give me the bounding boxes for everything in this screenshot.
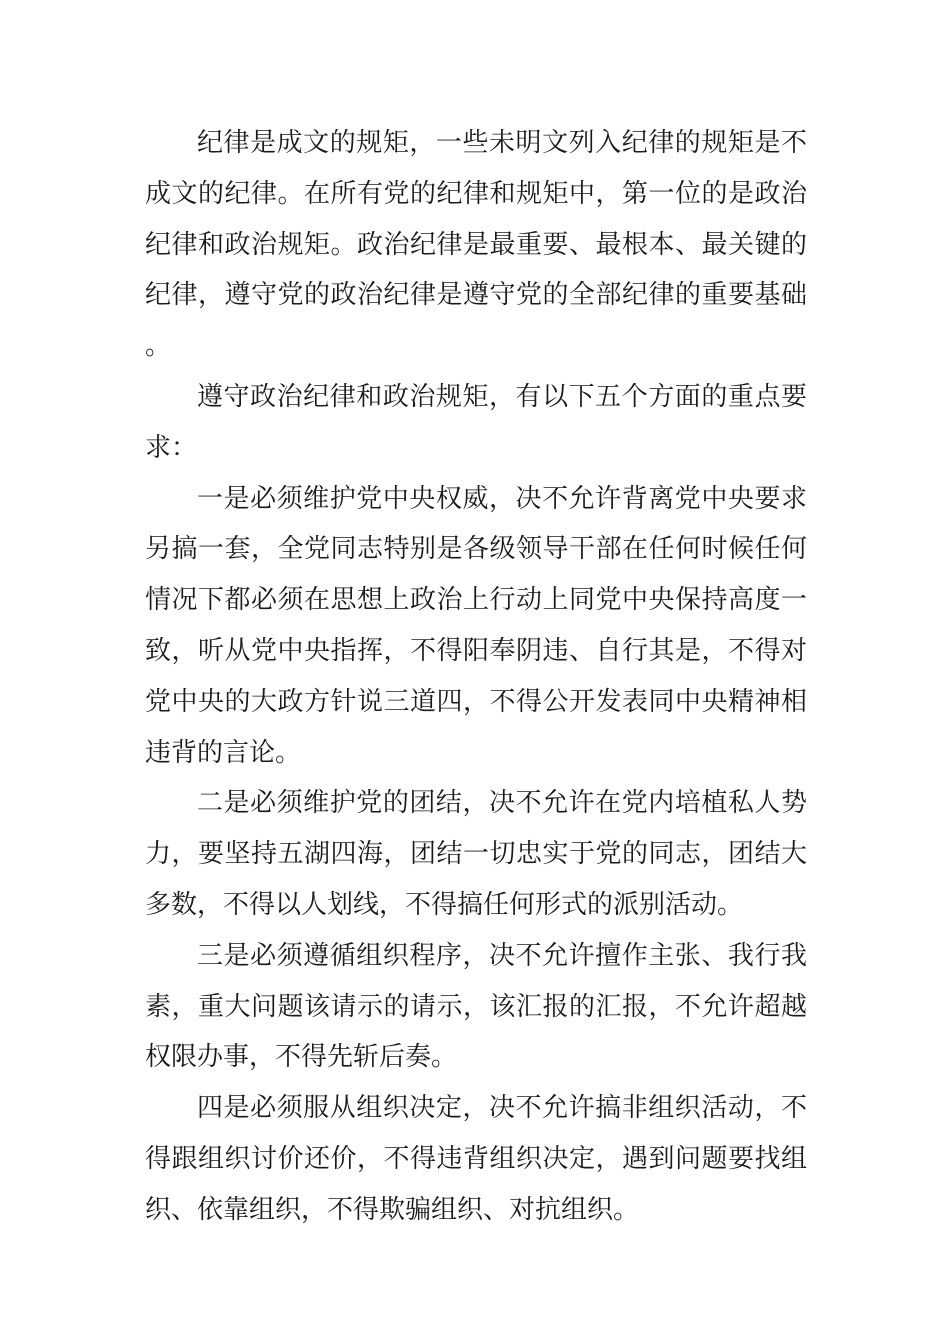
- document-body: [145, 118, 807, 1236]
- paragraph-five-requirements-intro: 遵守政治纪律和政治规矩，有以下五个方面的重点要求：: [145, 381, 807, 463]
- paragraph-requirement-four: 四是必须服从组织决定，决不允许搞非组织活动，不得跟组织讨价还价，不得违背组织决定，遇到问题要找组织、依靠组织，不得欺骗组织、对抗组织。: [145, 1093, 807, 1225]
- paragraph-requirement-one: 一是必须维护党中央权威，决不允许背离党中央要求另搞一套，全党同志特别是各级领导干部在任何时候任何情况下都必须在思想上政治上行动上同党中央保持高度一致，听从党中央指挥，不得阳奉阴违、自行其是，不得对党中央的大政方针说三道四，不得公开发表同中央精神相违背的言论。: [145, 483, 807, 768]
- paragraph-discipline-definition: 纪律是成文的规矩，一些未明文列入纪律的规矩是不成文的纪律。在所有党的纪律和规矩中，第一位的是政治纪律和政治规矩。政治纪律是最重要、最根本、最关键的纪律，遵守党的政治纪律是遵守党的全部纪律的重要基础。: [145, 128, 807, 362]
- paragraph-requirement-three: 三是必须遵循组织程序，决不允许擅作主张、我行我素，重大问题该请示的请示，该汇报的汇报，不允许超越权限办事，不得先斩后奏。: [145, 940, 807, 1073]
- paragraph-requirement-two: 二是必须维护党的团结，决不允许在党内培植私人势力，要坚持五湖四海，团结一切忠实于党的同志，团结大多数，不得以人划线，不得搞任何形式的派别活动。: [145, 788, 807, 920]
